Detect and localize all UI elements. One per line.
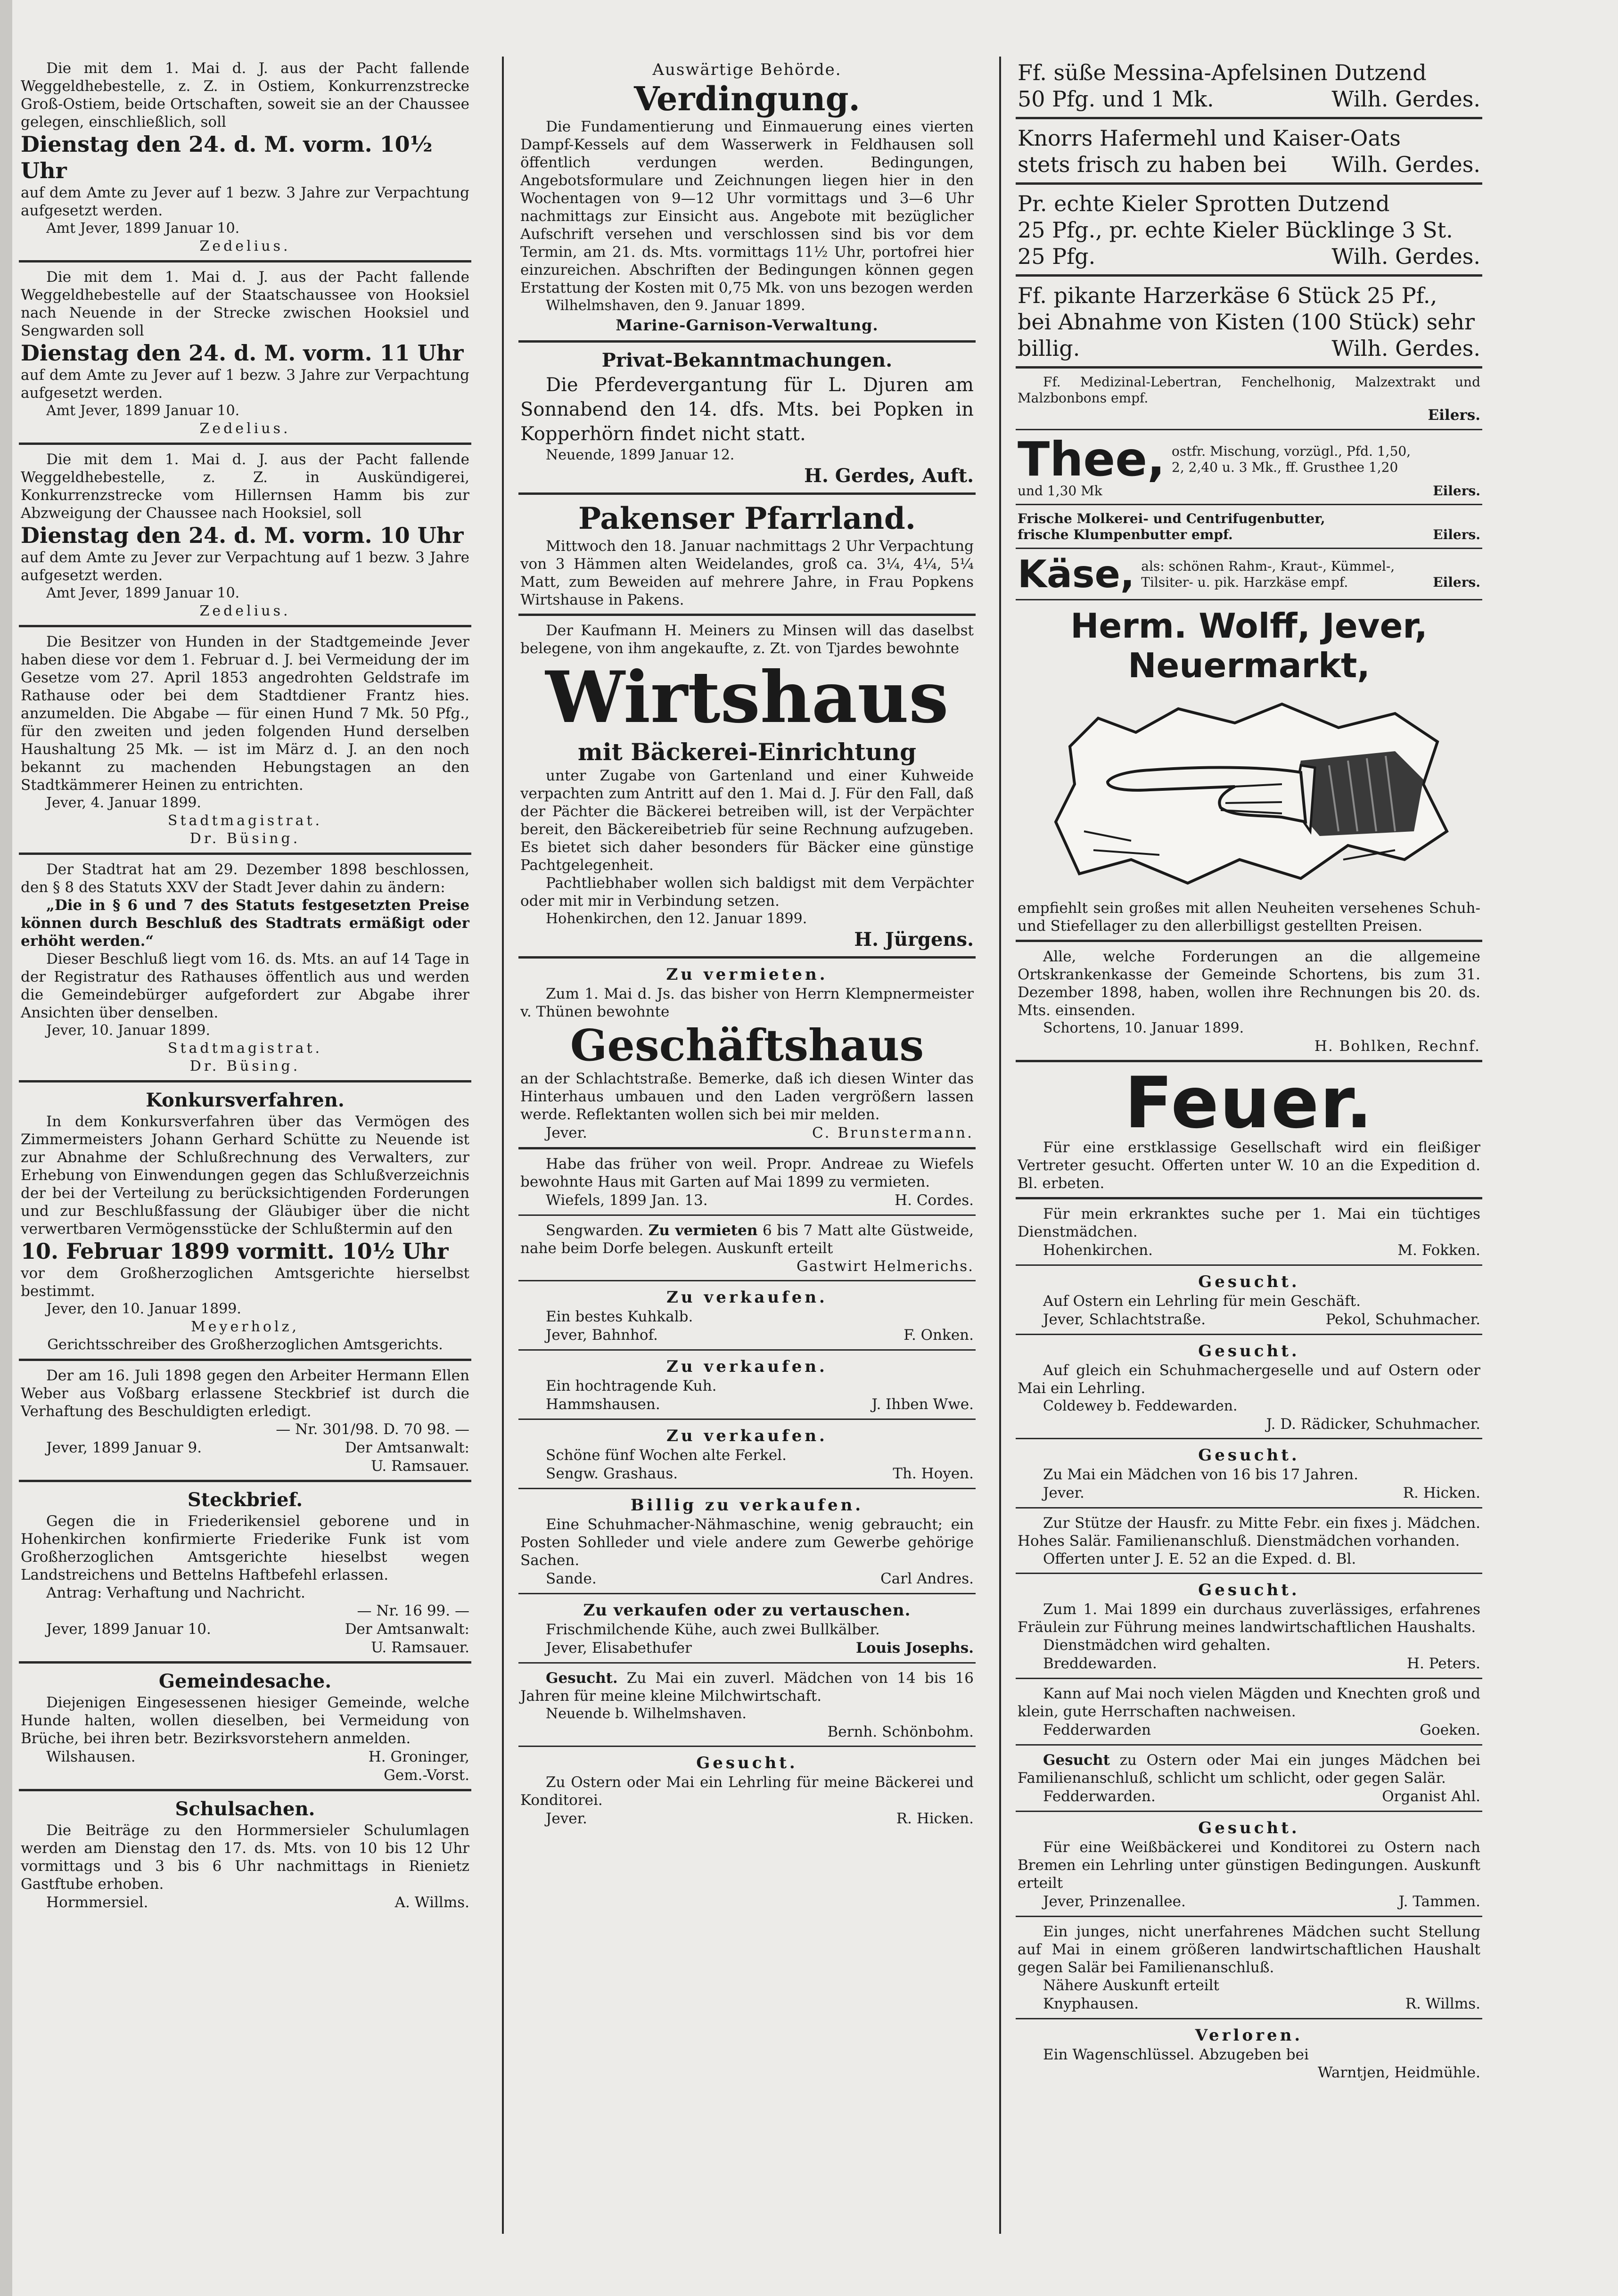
notice-text: Habe das früher von weil. Propr. Andreae zu Wiefels bewohnte Haus mit Garten auf Mai 1899 zu vermieten.	[520, 1156, 974, 1190]
notice-dateline: Neuende, 1899 Januar 12.	[546, 447, 735, 463]
ad-line: 25 Pfg.	[1018, 244, 1096, 269]
notice-place: Neuende b. Wilhelmshaven.	[546, 1706, 747, 1722]
ad-signature: Pekol, Schuhmacher.	[1325, 1311, 1480, 1328]
notice-signature: Marine-Garnison-Verwaltung.	[616, 316, 879, 334]
page-margin-strip	[0, 0, 12, 2296]
notice-weggeld-hooksiel	[19, 265, 471, 445]
ad-signature: Wilh. Gerdes.	[1331, 86, 1480, 112]
ad-text: Ein junges, nicht unerfahrenes Mädchen sucht Stellung auf Mai in einem größeren landwirtschaftlichen Haushalt gegen Salär bei Familienanschluß.	[1018, 1923, 1480, 1976]
notice-geschaeftshaus	[518, 961, 976, 1149]
notice-signature: Gem.-Vorst.	[384, 1767, 469, 1784]
notice-place: Hormmersiel.	[46, 1894, 148, 1911]
ad-place: Jever, Prinzenallee.	[1043, 1893, 1186, 1910]
notice-header: Zu verkaufen oder zu vertauschen.	[583, 1601, 911, 1620]
notice-text: Die mit dem 1. Mai d. J. aus der Pacht fallende Weggeldhebestelle, z. Z. in Auskündigerei, Konkurrenzstrecke vom Hillernsen Hamm bis zur Abzweigung der Chaussee nach Hooksiel, soll	[21, 451, 469, 522]
notice-place: Sengwarden.	[546, 1222, 644, 1239]
notice-header: Gemeindesache.	[158, 1670, 332, 1692]
notice-dateline: Wilhelmshaven, den 9. Januar 1899.	[546, 297, 805, 314]
notice-header: Zu vermieten.	[666, 965, 828, 984]
notice-signature: A. Willms.	[394, 1894, 469, 1911]
ad-title: Herm. Wolff, Jever, Neuermarkt,	[1070, 606, 1428, 685]
notice-text: vor dem Großherzoglichen Amtsgerichte hierselbst bestimmt.	[21, 1265, 469, 1300]
ad-text: Zur Stütze der Hausfr. zu Mitte Febr. ein fixes j. Mädchen. Hohes Salär. Familienanschluß. Dienstmädchen vorhanden.	[1018, 1515, 1480, 1550]
ad-feuer-vertreter	[1016, 1062, 1482, 1199]
ad-text: Für mein erkranktes suche per 1. Mai ein tüchtiges Dienstmädchen.	[1018, 1205, 1480, 1240]
ad-place: Knyphausen.	[1043, 1995, 1139, 2012]
ad-line: bei Abnahme von Kisten (100 Stück) sehr	[1018, 309, 1475, 335]
notice-dateline: Wiefels, 1899 Jan. 13.	[546, 1192, 708, 1209]
ad-schuhmachergeselle	[1016, 1338, 1482, 1439]
notice-krankenkasse-schortens	[1016, 945, 1482, 1062]
notice-text: Der Stadtrat hat am 29. Dezember 1898 beschlossen, den § 8 des Statuts XXV der Stadt Jever dahin zu ändern:	[21, 861, 469, 896]
column-rule	[999, 57, 1001, 2234]
ad-maedchen-mai	[1016, 1442, 1482, 1509]
notice-signature: Gastwirt Helmerichs.	[796, 1258, 974, 1275]
ad-place: Hohenkirchen.	[1043, 1242, 1153, 1259]
notice-signature: Th. Hoyen.	[893, 1465, 974, 1482]
notice-header: Zu verkaufen.	[666, 1288, 828, 1307]
ad-lehrling-geschaeft	[1016, 1269, 1482, 1335]
notice-header: Zu verkaufen.	[666, 1427, 828, 1445]
ad-sprotten	[1016, 188, 1482, 277]
notice-pferdevergantung	[518, 345, 976, 495]
notice-dateline: Amt Jever, 1899 Januar 10.	[46, 585, 240, 601]
notice-signature: C. Brunstermann.	[812, 1124, 974, 1141]
notice-dateline: Jever, 10. Januar 1899.	[46, 1022, 211, 1039]
notice-schulsachen	[19, 1794, 471, 1917]
notice-dateline: Amt Jever, 1899 Januar 10.	[46, 220, 240, 237]
notice-haus-wiefels	[518, 1152, 976, 1216]
notice-text: Die Pferdevergantung für L. Djuren am Sonnabend den 14. dfs. Mts. bei Popken in Kopperhörn findet nicht statt.	[520, 374, 974, 445]
ad-line: frische Klumpenbutter empf.	[1018, 527, 1233, 542]
ad-text: Auf gleich ein Schuhmachergeselle und auf Ostern oder Mai ein Lehrling.	[1018, 1362, 1480, 1397]
notice-place: Sande.	[546, 1570, 597, 1587]
notice-ferkel	[518, 1423, 976, 1489]
notice-dateline: Jever, 4. Januar 1899.	[46, 795, 201, 811]
ad-stuetze-hausfrau	[1016, 1511, 1482, 1574]
notice-dateline: Jever, 1899 Januar 9.	[46, 1439, 202, 1456]
ad-signature: M. Fokken.	[1397, 1242, 1480, 1259]
notice-text: Zu Mai ein zuverl. Mädchen von 14 bis 16 Jahren für meine kleine Milchwirtschaft.	[520, 1670, 974, 1705]
notice-pakenser-pfarrland	[518, 498, 976, 616]
notice-header: Gesucht.	[546, 1670, 618, 1687]
ad-text: empfiehlt sein großes mit allen Neuheiten versehenes Schuh- und Stiefellager zu den allerbilligst gestellten Preisen.	[1018, 900, 1480, 935]
notice-place: Wilshausen.	[46, 1748, 136, 1765]
ad-fraeulein-haushalt	[1016, 1577, 1482, 1679]
ad-signature: Eilers.	[1428, 407, 1480, 424]
ad-text: Offerten unter J. E. 52 an die Exped. d. Bl.	[1043, 1550, 1356, 1567]
notice-text: Ein hochtragende Kuh.	[546, 1378, 717, 1394]
notice-text: 6 bis 7 Matt alte Güstweide, nahe beim Dorfe belegen. Auskunft erteilt	[520, 1222, 974, 1257]
notice-text: Der am 16. Juli 1898 gegen den Arbeiter Hermann Ellen Weber aus Voßbarg erlassene Steckbrief ist durch die Verhaftung des Beschuldigten erledigt.	[21, 1367, 469, 1420]
notice-place: Sengw. Grashaus.	[546, 1465, 678, 1482]
notice-weggeld-ostiem	[19, 57, 471, 262]
notice-signature: Der Amtsanwalt:	[345, 1439, 469, 1456]
ad-line: Ff. pikante Harzerkäse 6 Stück 25 Pf.,	[1018, 283, 1437, 308]
ad-text: Zu Mai ein Mädchen von 16 bis 17 Jahren.	[1043, 1466, 1358, 1483]
ad-lehrling-bremen	[1016, 1815, 1482, 1917]
notice-konkursverfahren	[19, 1085, 471, 1361]
ad-signature: Organist Ahl.	[1382, 1788, 1480, 1805]
notice-date-line: Dienstag den 24. d. M. vorm. 10 Uhr	[21, 523, 464, 548]
notice-signature: Zedelius.	[199, 420, 291, 437]
section-header: Privat-Bekanntmachungen.	[601, 349, 893, 371]
notice-text: Pachtliebhaber wollen sich baldigst mit dem Verpächter oder mit mir in Verbindung setzen.	[520, 875, 974, 910]
ad-place: Fedderwarden.	[1043, 1788, 1156, 1805]
notice-signature: H. Groninger,	[368, 1748, 469, 1765]
notice-maedchen-milchwirtschaft	[518, 1666, 976, 1747]
notice-dateline: Amt Jever, 1899 Januar 10.	[46, 402, 240, 419]
ad-header: Gesucht.	[1198, 1819, 1300, 1837]
notice-text: Schöne fünf Wochen alte Ferkel.	[546, 1447, 787, 1464]
ad-thee	[1016, 433, 1482, 505]
ad-signature: Eilers.	[1433, 574, 1480, 590]
ad-wolff-schuhlager	[1016, 603, 1482, 942]
notice-signature: H. Jürgens.	[854, 928, 974, 951]
notice-kuehe-tausch	[518, 1597, 976, 1664]
notice-header: Billig zu verkaufen.	[630, 1496, 864, 1515]
ad-signature: Wilh. Gerdes.	[1331, 244, 1480, 269]
notice-title: Verdingung.	[634, 79, 860, 118]
ad-text: Auf Ostern ein Lehrling für mein Geschäft.	[1043, 1293, 1361, 1310]
ad-hafermehl	[1016, 122, 1482, 185]
ad-signature: H. Peters.	[1407, 1655, 1480, 1672]
ad-line: als: schönen Rahm-, Kraut-, Kümmel-,	[1141, 558, 1395, 574]
notice-dateline: Jever, 1899 Januar 10.	[46, 1621, 211, 1638]
ad-line: stets frisch zu haben bei	[1018, 152, 1287, 177]
notice-date-line: Dienstag den 24. d. M. vorm. 10½ Uhr	[21, 131, 433, 183]
notice-kuhkalb	[518, 1284, 976, 1351]
ad-text: Kann auf Mai noch vielen Mägden und Knechten groß und klein, gute Herrschaften nachweisen.	[1018, 1685, 1480, 1720]
notice-text: Die Fundamentierung und Einmauerung eines vierten Dampf-Kessels auf dem Wasserwerk in Feldhausen soll öffentlich verdungen werden. Bedingungen, Angebotsformulare und Zeichnungen liegen hier in den Wochentagen von 9—12 Uhr vormittags und 3—6 Uhr nachmittags zur Einsicht aus. Angebote mit bezüglicher Aufschrift versehen und verschlossen sind bis vor dem Termin, am 21. ds. Mts. vormittags 11½ Uhr, portofrei hier einzureichen. Abschriften der Bedingungen können gegen Erstattung der Kosten mit 0,75 Mk. von uns bezogen werden	[520, 118, 974, 296]
ad-text: Für eine erstklassige Gesellschaft wird ein fleißiger Vertreter gesucht. Offerten unter W. 10 an die Expedition d. Bl. erbeten.	[1018, 1139, 1480, 1192]
ad-line: billig.	[1018, 336, 1080, 361]
ad-line: ostfr. Mischung, vorzügl., Pfd. 1,50,	[1172, 443, 1411, 459]
notice-lehrling-baeckerei	[518, 1750, 976, 1833]
notice-signature: Bernh. Schönbohm.	[827, 1723, 974, 1740]
notice-weggeld-auskuendigerei	[19, 448, 471, 627]
notice-subtitle: mit Bäckerei-Einrichtung	[577, 738, 917, 766]
notice-text: auf dem Amte zu Jever auf 1 bezw. 3 Jahre zur Verpachtung aufgesetzt werden.	[21, 184, 469, 219]
notice-text: Dieser Beschluß liegt vom 16. ds. Mts. an auf 14 Tage in der Registratur des Rathauses öffentlich aus und werden die Gemeindebürger aufgefordert zur Abgabe ihrer Ansichten über denselben.	[21, 951, 469, 1021]
ad-dienstmaedchen	[1016, 1202, 1482, 1266]
notice-signature: H. Gerdes, Auft.	[804, 465, 974, 487]
ad-header: Gesucht.	[1198, 1272, 1300, 1291]
notice-signature: J. Ihben Wwe.	[871, 1396, 974, 1413]
notice-steckbrief-erledigt	[19, 1364, 471, 1482]
notice-signature: U. Ramsauer.	[371, 1639, 469, 1656]
ad-line: Frische Molkerei- und Centrifugenbutter,	[1018, 511, 1325, 526]
column-right	[1016, 57, 1482, 2271]
notice-signature: Carl Andres.	[880, 1570, 974, 1587]
ad-signature: Wilh. Gerdes.	[1331, 152, 1480, 177]
notice-place: Jever, Bahnhof.	[546, 1327, 658, 1344]
notice-title: Pakenser Pfarrland.	[578, 501, 916, 536]
pointing-hand-illustration	[1037, 690, 1461, 893]
notice-signature: Gerichtsschreiber des Großherzoglichen Amtsgerichts.	[47, 1337, 443, 1353]
notice-text: In dem Konkursverfahren über das Vermögen des Zimmermeisters Johann Gerhard Schütte zu Neuende ist zur Abnahme der Schlußrechnung des Verwalters, zur Erhebung von Einwendungen gegen das Schlußverzeichnis der bei der Verteilung zu berücksichtigenden Forderungen und zur Beschlußfassung der Gläubiger über die nicht verwertbaren Vermögensstücke der Schlußtermin auf den	[21, 1113, 469, 1238]
notice-text: Mittwoch den 18. Januar nachmittags 2 Uhr Verpachtung von 3 Hämmen alten Weidelandes, groß ca. 3¼, 4¼, 5¼ Matt, zum Beweiden auf mehrere Jahre, in Frau Popkens Wirtshause in Pakens.	[520, 538, 974, 608]
ad-text: Für eine Weißbäckerei und Konditorei zu Ostern nach Bremen ein Lehrling unter günstigen Bedingungen. Auskunft erteilt	[1018, 1839, 1480, 1892]
ad-line: und 1,30 Mk	[1018, 483, 1102, 499]
notice-signature: Stadtmagistrat.	[167, 1040, 323, 1057]
notice-text: auf dem Amte zu Jever zur Verpachtung auf 1 bezw. 3 Jahre aufgesetzt werden.	[21, 549, 469, 584]
notice-signature: Der Amtsanwalt:	[345, 1621, 469, 1638]
notice-header: Gesucht.	[696, 1754, 798, 1772]
column-middle	[518, 57, 976, 2271]
notice-place: Jever.	[546, 1124, 587, 1141]
notice-header: Steckbrief.	[187, 1489, 303, 1511]
notice-signature: Zedelius.	[199, 238, 291, 254]
ad-kaese	[1016, 552, 1482, 600]
ad-harzerkaese	[1016, 279, 1482, 369]
ad-signature: R. Willms.	[1405, 1995, 1480, 2012]
notice-text: Ein bestes Kuhkalb.	[546, 1308, 693, 1325]
notice-place: Hammshausen.	[546, 1396, 660, 1413]
notice-signature: Stadtmagistrat.	[167, 812, 323, 829]
notice-date-line: 10. Februar 1899 vormitt. 10½ Uhr	[21, 1238, 449, 1264]
notice-dateline: Jever, den 10. Januar 1899.	[46, 1301, 241, 1317]
notice-text: Diejenigen Eingesessenen hiesiger Gemeinde, welche Hunde halten, wollen dieselben, bei Vermeidung von Brüche, bei ihren betr. Bezirksvorstehern anmelden.	[21, 1694, 469, 1747]
ad-line: Ff. süße Messina-Apfelsinen Dutzend	[1018, 60, 1427, 85]
ad-verloren	[1016, 2022, 1482, 2086]
notice-signature: R. Hicken.	[896, 1810, 974, 1827]
notice-place: Jever, Elisabethufer	[546, 1640, 692, 1656]
notice-hunde-abgabe	[19, 630, 471, 855]
ad-text: zu Ostern oder Mai ein junges Mädchen bei Familienanschluß, schlicht um schlicht, oder gegen Salär.	[1018, 1752, 1480, 1787]
ad-lebertran	[1016, 371, 1482, 430]
notice-signature: U. Ramsauer.	[371, 1458, 469, 1475]
ad-line: 50 Pfg. und 1 Mk.	[1018, 86, 1214, 112]
notice-weide-sengwarden	[518, 1219, 976, 1281]
ad-line: Knorrs Hafermehl und Kaiser-Oats	[1018, 125, 1401, 151]
notice-signature: Dr. Büsing.	[189, 830, 301, 847]
ad-keyword: Thee,	[1018, 432, 1166, 487]
ad-signature: Warntjen, Heidmühle.	[1317, 2064, 1480, 2081]
ad-signature: J. D. Rädicker, Schuhmacher.	[1266, 1416, 1480, 1433]
column-left	[19, 57, 471, 2271]
notice-text: Alle, welche Forderungen an die allgemeine Ortskrankenkasse der Gemeinde Schortens, bis zum 31. Dezember 1898, haben, wollen ihre Rechnungen bis 20. ds. Mts. einsenden.	[1018, 948, 1480, 1019]
ad-line: Tilsiter- u. pik. Harzkäse empf.	[1141, 574, 1348, 590]
notice-place: Jever.	[546, 1810, 587, 1827]
notice-text: auf dem Amte zu Jever auf 1 bezw. 3 Jahre zur Verpachtung aufgesetzt werden.	[21, 367, 469, 402]
notice-stadtrat-statut	[19, 858, 471, 1082]
notice-text: Die Beiträge zu den Hormmersieler Schulumlagen werden am Dienstag den 17. ds. Mts. von 10 bis 12 Uhr vormittags und 3 bis 6 Uhr nachmittags in Rienietz Gastftube erhoben.	[21, 1822, 469, 1893]
ad-apfelsinen	[1016, 57, 1482, 119]
notice-reference: — Nr. 301/98. D. 70 98. —	[276, 1421, 469, 1438]
notice-naehmaschine	[518, 1492, 976, 1594]
ad-text: Nähere Auskunft erteilt	[1043, 1977, 1219, 1994]
notice-signature: F. Onken.	[903, 1327, 974, 1344]
ad-header: Gesucht	[1043, 1752, 1110, 1769]
notice-title: Geschäftshaus	[570, 1020, 924, 1071]
ad-signature: R. Hicken.	[1403, 1484, 1480, 1501]
ad-text: Dienstmädchen wird gehalten.	[1043, 1637, 1271, 1654]
notice-quote: „Die in § 6 und 7 des Statuts festgesetzten Preise können durch Beschluß des Stadtrats ermäßigt oder erhöht werden.“	[21, 897, 469, 950]
ad-maegde-knechte	[1016, 1682, 1482, 1746]
ad-text: Ff. Medizinal-Lebertran, Fenchelhonig, Malzextrakt und Malzbonbons empf.	[1018, 374, 1480, 406]
notice-kicker: Auswärtige Behörde.	[652, 60, 842, 79]
ad-keyword: Käse,	[1018, 552, 1135, 596]
notice-header: Zu verkaufen.	[666, 1357, 828, 1376]
ad-butter	[1016, 508, 1482, 549]
ad-signature: Eilers.	[1433, 483, 1480, 499]
notice-text: Gegen die in Friederikensiel geborene und in Hohenkirchen konfirmierte Friederike Funk ist vom Großherzoglichen Amtsgerichte hieselbst wegen Landstreichens und Bettelns Haftbefehl erlassen.	[21, 1513, 469, 1583]
ad-signature: Eilers.	[1433, 527, 1480, 542]
ad-place: Coldewey b. Feddewarden.	[1043, 1398, 1238, 1414]
notice-text: Die mit dem 1. Mai d. J. aus der Pacht fallende Weggeldhebestelle auf der Staatschaussee von Hooksiel nach Neuende in der Strecke zwischen Hooksiel und Sengwarden soll	[21, 269, 469, 339]
notice-dateline: Schortens, 10. Januar 1899.	[1043, 1020, 1244, 1036]
notice-text: Zum 1. Mai d. Js. das bisher von Herrn Klempnermeister v. Thünen bewohnte	[520, 985, 974, 1020]
ad-signature: Goeken.	[1420, 1722, 1480, 1738]
ad-title: Feuer.	[1124, 1062, 1374, 1144]
notice-text: Der Kaufmann H. Meiners zu Minsen will das daselbst belegene, von ihm angekaufte, z. Zt. von Tjardes bewohnte	[520, 622, 974, 657]
ad-line: 25 Pfg., pr. echte Kieler Bücklinge 3 St.	[1018, 217, 1453, 243]
notice-text: Antrag: Verhaftung und Nachricht.	[46, 1584, 305, 1601]
ad-place: Breddewarden.	[1043, 1655, 1157, 1672]
notice-date-line: Dienstag den 24. d. M. vorm. 11 Uhr	[21, 340, 464, 366]
notice-wirtshaus	[518, 619, 976, 959]
notice-text: Die mit dem 1. Mai d. J. aus der Pacht fallende Weggeldhebestelle, z. Z. in Ostiem, Konkurrenzstrecke Groß-Ostiem, beide Ortschaften, soweit sie an der Chaussee gelegen, einschließlich, soll	[21, 60, 469, 131]
ad-stellung-gesucht	[1016, 1920, 1482, 2019]
notice-header: Konkursverfahren.	[146, 1089, 345, 1111]
notice-header: Schulsachen.	[175, 1798, 315, 1820]
ad-header: Gesucht.	[1198, 1342, 1300, 1361]
notice-signature: Dr. Büsing.	[189, 1058, 301, 1074]
ad-text: Zum 1. Mai 1899 ein durchaus zuverlässiges, erfahrenes Fräulein zur Führung meines landwirtschaftlichen Haushalts.	[1018, 1601, 1480, 1636]
ad-line: Pr. echte Kieler Sprotten Dutzend	[1018, 191, 1390, 216]
ad-place: Jever, Schlachtstraße.	[1043, 1311, 1206, 1328]
notice-reference: — Nr. 16 99. —	[357, 1602, 469, 1619]
notice-gemeindesache	[19, 1666, 471, 1791]
ad-text: Ein Wagenschlüssel. Abzugeben bei	[1043, 2046, 1309, 2063]
ad-header: Verloren.	[1195, 2026, 1303, 2045]
ad-header: Gesucht.	[1198, 1446, 1300, 1465]
notice-text: Zu Ostern oder Mai ein Lehrling für meine Bäckerei und Konditorei.	[520, 1774, 974, 1809]
notice-text: Die Besitzer von Hunden in der Stadtgemeinde Jever haben diese vor dem 1. Februar d. J. bei Vermeidung der im Gesetze vom 27. April 1853 angedrohten Geldstrafe im Rathause oder bei dem Stadtdiener Frantz hies. anzumelden. Die Abgabe — für einen Hund 7 Mk. 50 Pfg., für den zweiten und jeden folgenden Hund derselben Haushaltung 25 Mk. — ist im März d. J. an den noch bekannt zu machenden Hebungstagen an den Stadtkämmerer Heinen zu entrichten.	[21, 633, 469, 794]
notice-text: unter Zugabe von Gartenland und einer Kuhweide verpachten zum Antritt auf den 1. Mai d. J. Für den Fall, daß der Pächter die Bäckerei betreiben will, ist der Verpächter bereit, den Bäckereibetrieb für seine Rechnung aufzugeben. Es bietet sich daher besonders für Bäcker eine günstige Pachtgelegenheit.	[520, 767, 974, 874]
ad-place: Jever.	[1043, 1484, 1084, 1501]
notice-steckbrief	[19, 1485, 471, 1664]
notice-signature: H. Bohlken, Rechnf.	[1314, 1038, 1480, 1055]
notice-dateline: Hohenkirchen, den 12. Januar 1899.	[546, 910, 807, 927]
ad-junges-maedchen	[1016, 1748, 1482, 1812]
notice-text: an der Schlachtstraße. Bemerke, daß ich diesen Winter das Hinterhaus umbauen und den Laden vergrößern lassen werde. Reflektanten wollen sich bei mir melden.	[520, 1070, 974, 1123]
notice-signature: Zedelius.	[199, 603, 291, 619]
notice-kuh	[518, 1353, 976, 1420]
notice-verdingung	[518, 57, 976, 343]
notice-text: Eine Schuhmacher-Nähmaschine, wenig gebraucht; ein Posten Sohlleder und viele andere zum Gewerbe gehörige Sachen.	[520, 1516, 974, 1569]
ad-header: Gesucht.	[1198, 1581, 1300, 1599]
notice-signature: H. Cordes.	[895, 1192, 974, 1209]
column-rule	[502, 57, 504, 2234]
notice-signature: Louis Josephs.	[855, 1640, 974, 1656]
notice-text: Frischmilchende Kühe, auch zwei Bullkälber.	[546, 1621, 880, 1638]
ad-signature: J. Tammen.	[1398, 1893, 1480, 1910]
notice-header: Zu vermieten	[648, 1222, 758, 1239]
ad-line: 2, 2,40 u. 3 Mk., ff. Grusthee 1,20	[1172, 459, 1398, 475]
ad-place: Fedderwarden	[1043, 1722, 1151, 1738]
notice-title: Wirtshaus	[545, 656, 949, 739]
ad-signature: Wilh. Gerdes.	[1331, 336, 1480, 361]
notice-signature: Meyerholz,	[191, 1319, 299, 1335]
